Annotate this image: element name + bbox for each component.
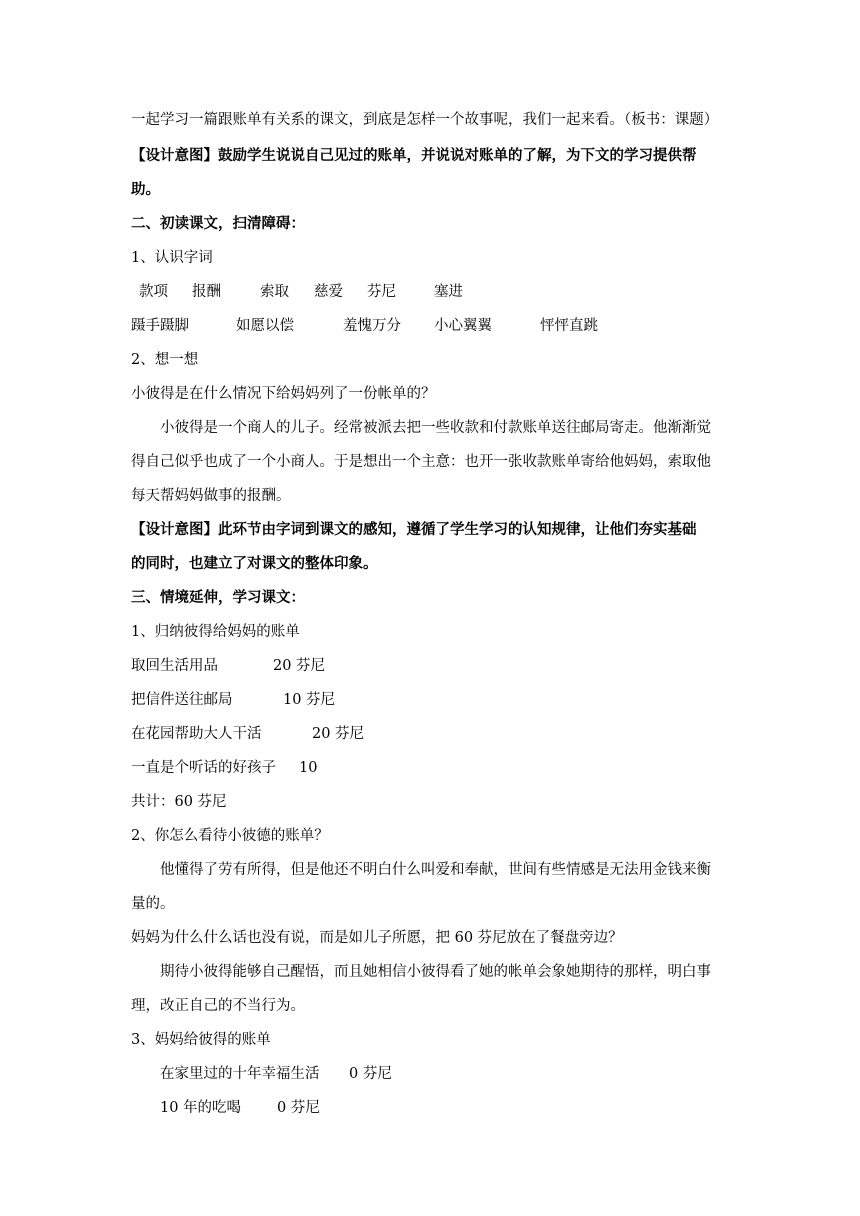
section-heading-2: 二、初读课文，扫清障碍： [131,215,305,232]
bill-row [131,758,531,778]
question-2: 妈妈为什么什么话也没有说，而是如儿子所愿，把 60 芬尼放在了餐盘旁边？ [131,930,623,946]
bill-row [160,1064,560,1084]
section-heading-3: 三、情境延伸，学习课文： [131,589,305,606]
word-item: 芬尼 [367,284,396,300]
answer-2-cont: 量的。 [131,896,175,912]
bill-amount: 10 芬尼 [283,692,336,708]
word-list-row-2 [131,316,731,336]
design-intent-1: 【设计意图】鼓励学生说说自己见过的账单，并说说对账单的了解，为下文的学习提供帮 [131,147,697,164]
bill-item: 一直是个听话的好孩子 [131,760,276,776]
word-list-row-1 [131,282,731,302]
design-intent-2-cont: 的同时，也建立了对课文的整体印象。 [131,555,378,572]
subheading-think: 2、想一想 [131,352,199,368]
answer-1-cont-2: 每天帮妈妈做事的报酬。 [131,488,291,504]
bill-amount: 0 芬尼 [349,1066,392,1082]
bill-item: 在家里过的十年幸福生活 [160,1066,320,1082]
bill-amount: 10 [299,760,318,776]
paragraph-intro: 一起学习一篇跟账单有关系的课文，到底是怎样一个故事呢，我们一起来看。（板书：课题） [131,112,719,128]
bill-item: 在花园帮助大人干活 [131,726,262,742]
bill-item: 10 年的吃喝 [160,1100,242,1116]
word-item: 羞愧万分 [343,318,401,334]
answer-3-cont: 理，改正自己的不当行为。 [131,998,305,1014]
subheading-view: 2、你怎么看待小彼德的账单？ [131,828,329,844]
word-item: 小心翼翼 [434,318,492,334]
word-item: 慈爱 [314,284,343,300]
subheading-peter-bill: 1、归纳彼得给妈妈的账单 [131,624,300,640]
bill-row [131,724,531,744]
word-item: 款项 [139,284,168,300]
bill-row [131,656,531,676]
subheading-words: 1、认识字词 [131,250,213,266]
bill-amount: 20 芬尼 [312,726,365,742]
bill-row [160,1098,560,1118]
word-item: 怦怦直跳 [540,318,598,334]
word-item: 报酬 [192,284,221,300]
design-intent-1-cont: 助。 [131,181,160,198]
bill-item: 取回生活用品 [131,658,218,674]
question-1: 小彼得是在什么情况下给妈妈列了一份帐单的？ [131,386,436,402]
bill-row [131,690,531,710]
bill-item: 把信件送往邮局 [131,692,233,708]
answer-2: 他懂得了劳有所得，但是他还不明白什么叫爱和奉献，世间有些情感是无法用金钱来衡 [160,862,711,878]
bill-amount: 0 芬尼 [277,1100,320,1116]
bill-amount: 20 芬尼 [273,658,326,674]
word-item: 蹑手蹑脚 [131,318,189,334]
answer-1: 小彼得是一个商人的儿子。经常被派去把一些收款和付款账单送往邮局寄走。他渐渐觉 [160,420,711,436]
subheading-mother-bill: 3、妈妈给彼得的账单 [131,1032,271,1048]
word-item: 如愿以偿 [236,318,294,334]
word-item: 索取 [260,284,289,300]
answer-3: 期待小彼得能够自己醒悟，而且她相信小彼得看了她的帐单会象她期待的那样，明白事 [160,964,711,980]
bill-total: 共计：60 芬尼 [131,794,227,810]
word-item: 塞进 [434,284,463,300]
design-intent-2: 【设计意图】此环节由字词到课文的感知，遵循了学生学习的认知规律，让他们夯实基础 [131,521,697,538]
answer-1-cont: 得自己似乎也成了一个小商人。于是想出一个主意：也开一张收款账单寄给他妈妈，索取他 [131,454,711,470]
